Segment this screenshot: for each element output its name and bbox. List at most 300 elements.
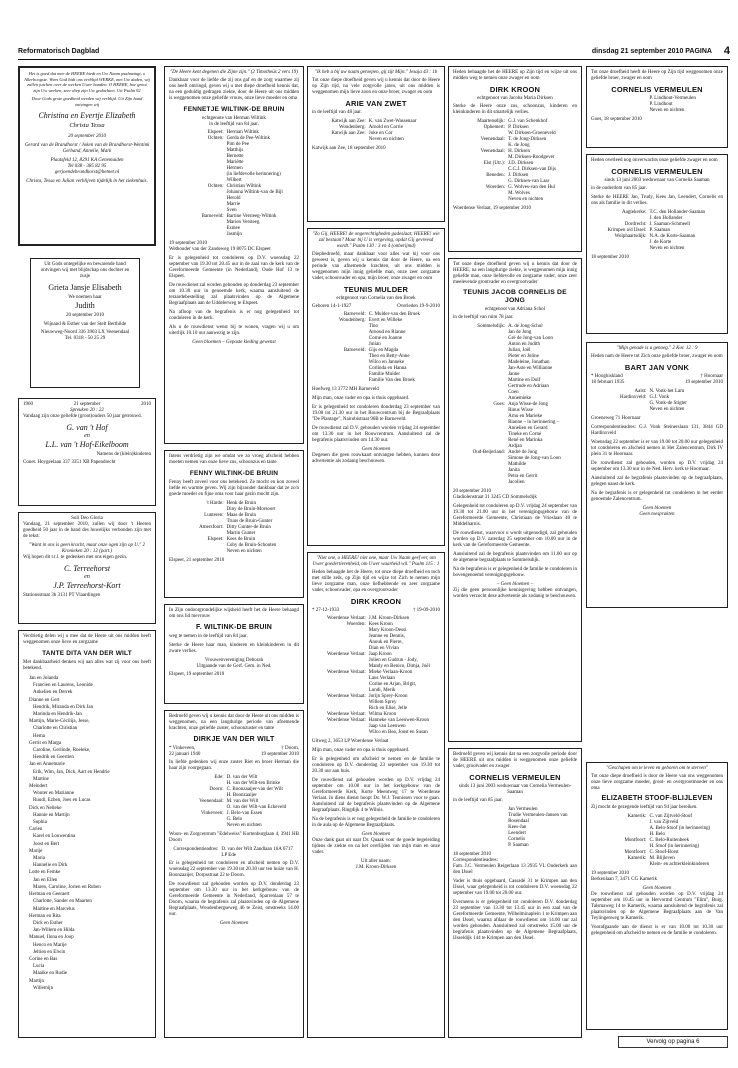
after-info: Na de begrafenis is er nog gelegenheid de familie te condoleren in de aula op de Algemene Begraafplaats. (312, 817, 440, 828)
family-member: Wilco en Bea, Joost en Susan (368, 730, 428, 735)
verse: Het is goed dat mee de HEERE biedt en Uw Naam psalmzingt, o Allerhoogste. Wees God bidt ons verblijd WERKE, met Uw daden, wij zullen juichen over de werken Uwer handen. O HEERE, hoe groot zijn Uw werken, zeer diep zijn Uw gedachten. Uit Psalm 92 (24, 71, 150, 93)
family-member: Jan en Ellen (33, 877, 58, 883)
family-member: Martine en Dolf (508, 378, 541, 383)
family-list (453, 807, 577, 849)
family-member: J. Belo-van Essen (226, 811, 263, 816)
family-member: Jeanne en Dennis, (368, 634, 405, 639)
family-member: André de Jong (508, 450, 538, 455)
anniversary-van-t-hof (18, 398, 156, 506)
deceased-name: DIRK KROON (489, 85, 541, 94)
newspaper-name: Reformatorisch Dagblad (18, 48, 100, 55)
phone: Tel 038 - 385 82 95 (67, 164, 107, 169)
family-place: Montfoort: (624, 850, 647, 855)
age: in de leeftijd van 48 jaar. (312, 110, 362, 115)
family-member: Wouter en Marianne (33, 791, 74, 797)
family-member: Meindert (29, 784, 48, 790)
family-place (312, 137, 366, 143)
birth-announcement-judith (30, 258, 140, 388)
family-member: H. Dirksen (508, 149, 531, 154)
family-member: Jolien en Gudrun - Jody, (368, 658, 418, 663)
family-row (169, 549, 299, 555)
text: Met dankbaarheid denken wij aan alles wat zij voor ons heeft betekend. (23, 660, 151, 671)
family-member: Maaike en Rudie (33, 971, 68, 977)
obituary-arie-van-zwet (307, 66, 445, 222)
intro: Bedroefd geven wij kennis dat na een zorgvolle periode door de HEERE uit ons midden is weggenomen onze geliefde vader, grootvader en zwager (453, 752, 577, 769)
obituary-teunis-mulder (307, 228, 445, 546)
spouse: echtgenoot van Jacoba Maria Dirksen (477, 96, 553, 101)
verse: Spreuken 20 : 22 (70, 408, 104, 413)
obituary-f-wiltink-society (164, 604, 304, 704)
condolence-info: Er is gelegenheid tot condoleren donderdag 23 september van 19.00 tot 21.30 uur in het Rouwcentrum bij de Begraafplaats "De Plantage", Nairobistraat 96B te Barneveld. (312, 405, 440, 422)
deceased-name: FENNETJE WILTINK-DE BRUIN (183, 106, 285, 113)
family-member: Martijn (29, 978, 44, 984)
family-member: Familie Mulder (368, 372, 400, 377)
family-member: Charlotte en Christian (33, 726, 78, 732)
family-member: Jan en Jolanda (29, 676, 59, 681)
family-member: Klein- en achterkleinkinderen (649, 862, 710, 867)
family-place: Amersfoort: (199, 525, 224, 530)
family-member: Julian, Joël (508, 348, 531, 353)
text: Fenny heeft zoveel voor ons betekend. Ze mocht en kon zoveel liefde en warmte geven. Wij zijn bijzonder dankbaar dat ze zo'n goede moeder en fijne oma voor haar gezin mocht zijn. (169, 480, 299, 497)
birth-announcement-twins (18, 66, 156, 246)
family-place: Veenendaal: (480, 137, 506, 142)
obituary-dirkje-van-der-wilt (164, 710, 304, 1038)
family-member: Coen (508, 390, 519, 395)
family-place: Krimpen a/d IJssel: (607, 228, 647, 233)
family-member: Henk de Bruin (226, 501, 257, 506)
verse: "Geschapen om te leven en geboren om te sterven" (606, 766, 708, 771)
society-sub: Uitgaande van de Gerf. Gem. in Ned. (196, 664, 272, 669)
family-member: Hannelie en Dirk (33, 863, 68, 869)
deceased-name: CORNELIS VERMEULEN (469, 773, 561, 782)
text-2: Wij hopen dit t.t.l. te gedenken met ons eigen gezin. (23, 555, 128, 560)
family-member: K. van Zwet-Wassenaar (368, 119, 417, 124)
service-info: De rouwdienst zal worden gehouden op donderdag 23 september om 10.30 uur in genoemde kerk, waarna aansluitend de teraardebestelling zal plaatsvinden op de Algemene Begraafplaats aan de Uddelerweg te Elspeet. (169, 283, 299, 306)
intro: Tot onze droefheid heeft de Heere op Zijn tijd weggenomen onze geliefde broer, zwager en oom (591, 70, 723, 81)
family-member: H. van der Wilt-ten Brinke (226, 781, 281, 786)
family-member: Corné en Joanne (368, 336, 403, 341)
verse: "Ik heb u bij uw naam geroepen, gij zijt Mijn." Jesaja 43 : 1b (314, 70, 438, 75)
family-member: Mariëtte (226, 160, 244, 165)
age: weg te nemen in de leeftijd van 84 jaar. (169, 634, 248, 639)
date: Elspeet, 21 september 2010 (169, 558, 225, 563)
family-row (169, 823, 299, 829)
family-member: Laus Verlaan (368, 676, 395, 681)
family-place: Goes: (493, 402, 506, 407)
age: in de ouderdom van 85 jaar. (591, 186, 647, 191)
deceased-name: DIRK KROON (350, 597, 402, 606)
family-member: Mathilde (508, 462, 527, 467)
service-info: De rouwdienst zal D.V. gehouden worden vrijdag 24 september om 13.30 uur in het Rouwcentrum. Aansluitend zal de begrafenis plaatsvinden om 14.30 uur. (312, 426, 440, 443)
family-place: Hardinxveld: (620, 395, 647, 400)
family-place (312, 378, 366, 384)
family-member: Julian (368, 342, 381, 347)
family-list (312, 119, 440, 143)
family-member: Gijs en Magda (368, 348, 399, 353)
family-member: Hendrik en Geertien (33, 755, 74, 761)
date: 18 september 2010 (453, 852, 492, 857)
family-list (23, 675, 151, 992)
family-member: Jan-Willem en Hilda (33, 928, 75, 934)
family-list (169, 775, 299, 829)
heading: Soli Deo Gloria (71, 516, 103, 521)
family-member: J. Saaman-Schmeell (649, 222, 690, 227)
family-member: Maas de Bruin (226, 513, 257, 518)
family-row (312, 378, 440, 384)
service-info: De rouwdienst zal gehouden, worden op D.V. vrijdag 24 september om 13.30 uur in de Ned. Herv. kerk te Hoornaar. (591, 461, 723, 472)
family-member: M. Dirksen-Roodgever (508, 155, 555, 160)
family-member: Gerrit en Marga (29, 740, 62, 746)
family-member: Lucia (33, 964, 45, 970)
family-row (591, 407, 723, 413)
condolence-info: Voorafgaande aan de dienst is er van 10.00 tot 10.30 uur gelegenheid om afscheid te nemen en de familie te condoleren. (591, 925, 723, 936)
after-info: Na afloop van de begrafenis is er nog gelegenheid tot condoleren in de kerk. (169, 310, 299, 321)
family-member: Wilbert (226, 178, 242, 183)
burial-info: Aansluitend zal de begrafenis plaatsvinden op de begraafplaats, gelegen naast de kerk. (591, 476, 723, 487)
family-member: Marrie (226, 202, 241, 207)
family-member: Sven (226, 208, 237, 213)
obituary-tante-dita (18, 630, 156, 1038)
family-list (312, 616, 440, 736)
family-member: Corine en Arjan, Brigit, (368, 682, 417, 687)
intro: Tot onze diepe droefheid geven wij u kennis dat door de Heere op Zijn tijd, na vele zorgvolle jaren, uit ons midden is weggenomen mijn lieve zoon en onze broer, zwager en oom (312, 78, 440, 95)
correspondence-label: Correspondentieadres: (453, 858, 498, 863)
family-member: Hannie en Martijn (33, 812, 70, 818)
condolence-info: Woensdag 22 september is er van 19.00 tot 20.00 uur gelegenheid tot condoleren en afscheid nemen in Het Zalencentrum, Dirk IV plein 31 te Hoornaar. (591, 440, 723, 457)
family-member: N.A. de Korte-Saaman (649, 234, 696, 239)
family-member: Annemieke (508, 396, 532, 401)
family-member: Petra en Gerrit (508, 474, 538, 479)
family-member: C. Stoof-Borst (649, 850, 679, 855)
age: in de leeftijd van ruim 78 jaar. (453, 315, 514, 320)
family-place (312, 730, 366, 736)
born: Geboren 14-1-1927 (312, 304, 352, 309)
closing: Geen bloemen (642, 886, 672, 891)
condolence-info: Vader is thuis opgebaard, Cassadé 31 te Krimpen aan den IJssel, waar gelegenheid is tot condoleren D.V. woensdag 22 september van 19.00 tot 20.00 uur. (453, 879, 577, 896)
family-member: Carien (29, 827, 43, 833)
address: Berkenlaan 7, 3471 CG Kamerik (591, 877, 657, 882)
family-member: Arno en Marieke (508, 414, 543, 419)
family-member: Neven en nichten (649, 108, 685, 113)
family-list (312, 312, 440, 384)
obituary-fenny-wiltink (164, 450, 304, 598)
family-place: Woudenberg: (339, 318, 366, 323)
family-place (169, 232, 224, 238)
service-info: De rouwdienst zal gehouden worden op D.V. vrijdag 24 september om 10.45 uur in Hervormd Centrum "Elim", Burg. Talsmaweg 14 te Kamerik, waarna aansluitend de begrafenis zal plaatsvinden op de Algemene Begraafplaats aan de Van Teylingenweg te Kamerik. (591, 892, 723, 921)
died: † 19-09-2010 (412, 608, 440, 613)
family-member: M. van der Wilt (226, 799, 259, 804)
family-member: Jeltien en Elwin (33, 949, 66, 955)
family-member: Jaap Kroon (368, 652, 392, 657)
family-place (453, 813, 505, 825)
family-place: Ede: (214, 775, 224, 780)
obituary-dirk-kroon (307, 552, 445, 1038)
family-member: Dick en Nelleke (29, 805, 62, 811)
family-member: Jan de Jong (508, 330, 532, 335)
family-place: Ochten: (207, 184, 224, 189)
deceased-name: DIRKJE VAN DER WILT (193, 736, 275, 743)
family-member: Hanneke van Leeuwen-Kroon (368, 718, 430, 723)
family-place: Woerden: (485, 185, 506, 190)
family-member: Ditty Gunter-de Bruin (226, 525, 271, 530)
intro: Diepbedroefd, maar dankbaar voor alles wat hij voor ons geweest is, geven wij u kennis dat door de Heere, na een periode van afnemende krachten, uit ons midden is weggenomen mijn innig geliefde man, onze zeer zorgzame vader, schoonvader en opa, mijn broer, onze zwager en oom (312, 252, 440, 281)
date: Goes, 18 september 2010 (591, 117, 642, 122)
year-end: 2010 (140, 402, 151, 407)
correspondence-label: Correspondentieadres: (173, 847, 219, 852)
condolence-info: Gelegenheid tot condoleren op D.V. vrijdag 24 september van 19.30 tot 21.00 uur in het verenigingsgebouw van de Gereformeerde Gemeente, Christiaan de Vrieslaan 40 te Middelharnis. (453, 504, 577, 527)
family-place: Elst (Utr.): (483, 161, 506, 166)
year-start: 1960 (23, 402, 33, 407)
family-row (453, 197, 577, 203)
family-place: Sommelsdijk: (477, 324, 506, 329)
family-member: T. de Jong-Dirksen (508, 137, 547, 142)
deceased-name: CORNELIS VERMEULEN (611, 85, 703, 94)
family-member: Mieke Verlaan-Kroon (368, 670, 413, 675)
family-place: Barneveld: (343, 312, 366, 317)
family-member: Corlinda en Hanna (368, 366, 407, 371)
text: Vandaag, 21 september 2010, zullen wij door 't Heeren goedheid 50 jaar in de band des huwelijks verbonden zijn met de tekst: (23, 522, 151, 539)
family-member: Coby de Bruin-Schouten (226, 543, 277, 548)
thanks: Onze dank gaat uit naar Dr. Quaak voor de goede begeleiding tijdens de ziekte en na het overlijden van mijn man en onze vader. (312, 838, 440, 855)
kids: Namens de (klein)kinderen (96, 452, 151, 457)
family-member: Anja Wisse-de Jong (508, 402, 549, 407)
deceased-name: BART JAN VONK (624, 363, 690, 372)
condolence-info: Er is gelegenheid tot condoleren en afscheid nemen op D.V. woensdag 22 september van 19.30 tot 20.30 uur ten huize van H. Boonzaaijer, Dorpsstraat 22 te Doorn. (169, 861, 299, 878)
intro: Tot onze diepe droefheid is door de Heere van ons weggenomen onze lieve zorgzame moeder, groot- en overgrootmoeder en ons oma (591, 774, 723, 791)
family-member: Dianne en Gert (29, 697, 60, 703)
deceased-name: F. WILTINK-DE BRUIN (196, 624, 272, 631)
family-list (591, 814, 723, 868)
family-member: G.J. van Schenkhof (508, 119, 548, 124)
born-place: * Vinkeveen, (169, 746, 196, 751)
spouse: echtgenote van Herman Wiltink (202, 116, 266, 121)
notice: Zij die geen persoonlijke kennisgeving hebben ontvangen, worden verzocht deze advertentie als zodanig te beschouwen. (453, 588, 577, 599)
family-member: Annelien en Gerard (508, 426, 548, 431)
address: Plaatsfeld 12, 8291 KA Genemuiden (50, 158, 124, 163)
address: Woon- en Zorgcentrum "Edelweiss" Kortenburglaan 4, 3941 HB Doorn (169, 832, 299, 843)
obituary-fennetje-wiltink (164, 66, 304, 444)
text: Sterke de Heere haar man, kinderen en kleinkinderen in dit zware verlies. (169, 643, 299, 654)
family-place: Woerdense Verlaat: (326, 652, 366, 657)
family-member: Rinus Wisse (508, 408, 533, 413)
address: Nieuwweg-Noord 336 3903 LX Veenendaal (40, 330, 130, 335)
couple-name: C. Terreehorst (63, 564, 111, 573)
family-member: Marije (29, 848, 43, 854)
born-date: 18 februari 1935 (591, 380, 625, 385)
laid-out: Mijn man, onze vader en opa is thuis opgebaard. (312, 748, 410, 753)
family-member: C. Mulder-van den Broek (368, 312, 421, 317)
child-names: Christina en Evertje Elizabeth (38, 111, 136, 120)
widower-note: sinds 13 juni 2003 weduwnaar van Cornelia Vermeulen-Saaman (458, 784, 572, 795)
family-member: D. van der Wilt (226, 775, 258, 780)
family-member: Lotte en Femke (29, 870, 61, 876)
verse: "Mijn genade is u genoeg." 2 Kor. 12 : 9 (616, 346, 698, 351)
address: Stationsstraat 3b 3131 PT Vlaardingen (23, 593, 101, 598)
family-member: Pieter en Joline (508, 354, 539, 359)
parents: Wijnand & Esther van der Stelt Berthilde (43, 322, 127, 327)
died-place: † Hoornaar (700, 374, 723, 379)
family-member: Maren, Caroline, Jorien en Ruben (33, 884, 101, 890)
family-member: Bartine Versteeg-Wiltink (226, 214, 277, 219)
correspondence-address: Fam. J.C. Vermeulen Reigerlaan 13 2935 VL Ouderkerk aan den IJssel (453, 864, 577, 875)
family-member: Jan-Aste en Willianne (508, 366, 553, 371)
date: Woerdense Verlaat, 19 september 2010 (453, 206, 531, 211)
closing: Geen bloemen (361, 832, 391, 837)
intro: Uit Gods ontegelijke en bewarende hand ontvingen wij met blijdschap ons dochter en zusje (40, 262, 130, 279)
family-member: Joost en Bert (33, 841, 60, 847)
family-row (453, 480, 577, 486)
family-row (169, 232, 299, 238)
family-place: Woerdense Verlaat: (326, 694, 366, 699)
died: Overleden 19-9-2010 (397, 304, 440, 309)
family-member: P. Lindhout-Vermeulen (649, 96, 696, 101)
family-place: Aagtekerke: (622, 210, 647, 215)
family-member: Neven en nichten (368, 137, 404, 142)
society: Vrouwenvereniging Deborah (204, 658, 264, 663)
family-member: K. de Jong (508, 143, 530, 148)
family-member: A. de Jong-Schol (508, 324, 543, 329)
family-member: Ruudi, Ezben, Joes en Lucas (33, 798, 91, 804)
correspondence: Correspondentieadres: G.J. Vonk Steinerslaan 131, 3844 GD Hardinxveld (591, 425, 723, 436)
family-place: Katwijk aan Zee: (331, 119, 366, 124)
family-member: Kees Kroon (368, 622, 393, 627)
family-place: Doorn: (209, 787, 224, 792)
family-place: Elspeet: (207, 537, 224, 542)
obituary-cornelis-vermeulen (448, 748, 582, 1038)
intro: Bedroefd geven wij u kennis dat door de Heere uit ons midden is weggenomen, na een langdurige periode van afnemende krachten, onze geliefde zuster, schoonzuster en tante (169, 714, 299, 731)
call-names: Christa Tessa (69, 122, 105, 129)
anniversary-terreehorst (18, 512, 156, 624)
deceased-name: TANTE DITA VAN DER WILT (42, 650, 132, 657)
family-place: Beneden: (486, 173, 506, 178)
family-member: Leendert (508, 831, 526, 836)
date: 18 september 2010 (591, 255, 630, 260)
family-member: Henco en Marije (33, 942, 67, 948)
family-member: Neven en nichten (508, 197, 544, 202)
family-member: Jorijn Sprey-Kroon (368, 694, 408, 699)
family-member: Jan Vermeulen (508, 807, 538, 812)
family-member: H. Belo (649, 832, 665, 837)
family-member: Anouk en Pierre, (368, 640, 403, 645)
family-member: Rich en Elise, Jelle (368, 706, 408, 711)
family-member: Arnold en Corrie (368, 125, 403, 130)
deceased-name: FENNY WILTINK-DE BRUIN (189, 470, 279, 477)
address: Gladiolenstraat 31 3245 CD Sommelsdijk (453, 495, 537, 500)
masthead (18, 45, 730, 58)
deceased-name: ARIE VAN ZWET (345, 99, 407, 108)
family-member: P. Saaman (508, 843, 529, 848)
family-member: Sophia (33, 820, 47, 826)
family-member: Neven en nichten (649, 246, 685, 251)
family-place (169, 549, 224, 555)
page-number: 4 (723, 45, 730, 57)
intro: Intens verdrietig zijn we omdat we zo vroeg afscheid hebben moeten nemen van onze lieve zus, schoonzus en tante (169, 454, 299, 465)
family-member: A. Belo-Stoof (in herinnering) (649, 826, 711, 831)
correspondence-address: D. van der Wilt Zandlaan 16A 6717 LP Ede (221, 847, 293, 858)
date: 19 september 2010 (169, 241, 208, 246)
family-member: Lundi, Merik (368, 688, 396, 693)
family-place: Maartensdijk: (477, 119, 506, 124)
family-member: O. van der Wilt-van Eckeveld (226, 805, 287, 810)
family-member: J.M. Kroon-Dirksen (368, 616, 410, 621)
date: Elspeet, 19 september 2010 (169, 672, 225, 677)
family-place: Barneveld: (343, 348, 366, 353)
family-member: Kees-Jan (508, 825, 527, 830)
family-row (591, 108, 723, 114)
family-member: W. Dirksen-Groeneveld (508, 131, 556, 136)
family-member: Karel en Louwentina (33, 834, 76, 840)
verse: "De Heere kent degenen die Zijne zijn." (2 Timotheüs 2 vers 19) (170, 70, 298, 75)
family-member: Kees de Bruin (226, 537, 256, 542)
continued-link[interactable]: Vervolg op pagina 6 (618, 1036, 728, 1048)
family-list (169, 130, 299, 238)
died-date: 19 september 2010 (260, 752, 299, 757)
family-member: Hendrik, Miranda en Dirk Jan (33, 704, 94, 710)
family-member: Dian en Vivian (368, 646, 399, 651)
family-place: 't Harde: (206, 501, 224, 506)
family-row (453, 843, 577, 849)
family-member: Ardjan (508, 444, 522, 449)
couple-name-2: L.L. van 't Hof-Eikelboom (45, 440, 129, 449)
attend-info: Als u de rouwdienst wenst bij te wonen, vragen wij u om uiterlijk 10.10 uur aanwezig te zijn. (169, 325, 299, 336)
family-member: Simone de Jong-van Loon (508, 456, 561, 461)
family-row (453, 813, 577, 825)
family-place (591, 108, 646, 114)
family-list (591, 96, 723, 114)
family-place: Lunteren: (204, 513, 224, 518)
family-place (453, 480, 505, 486)
family-place (591, 246, 646, 252)
family-list (453, 119, 577, 203)
family-row (312, 730, 440, 736)
parents: Gerard van de Brandhorst / Joken van de Brandhorst-Wentink (24, 143, 150, 148)
age: in de leeftijd van 84 jaar. (209, 122, 259, 127)
text: Sterke de Heere onze zus, schoonzus, kinderen en kleinkinderen in dit smartelijk verlies. (453, 104, 577, 115)
spouse: echtgenoot van Adriana Schol (484, 307, 546, 312)
closing: Geen bloemen – Gepaste kleding gewenst (192, 340, 276, 345)
address: Hoefweg 13 3772 MH Barneveld (312, 387, 379, 392)
family-member: Hermen (226, 166, 243, 171)
anniversary-date: 21 september (73, 402, 101, 407)
intro: Verdrietig delen wij u mee dat de Heere uit ons midden heeft weggenomen onze lieve en zorgzame (23, 634, 151, 645)
address: Wethouder van der Zandeweg 19 8075 DC Elspeet (169, 247, 271, 252)
family-place (591, 407, 646, 413)
family-place: Dordrecht: (624, 222, 647, 227)
family-member: G. Vonk-de Stigter (649, 401, 687, 406)
family-member: J. den Hollander (649, 216, 683, 221)
family-member: Erik, Wim, Jan, Dick, Aart en Hendrie (33, 769, 110, 775)
family-member: Gré de Jong-van Loon (508, 336, 553, 341)
family-place: Veenendaal: (480, 149, 506, 154)
died-place: † Doorn, (281, 746, 299, 751)
address: Groeneweg 71 Hoornaar (591, 416, 641, 421)
family-member: Janita (508, 468, 520, 473)
family-member: G. Dirksen-van Laar (508, 179, 550, 184)
notice: Degenen die geen rouwkaart ontvangen hebben, kunnen deze advertentie als zodanig beschouwen. (312, 453, 440, 464)
intro: Heden behaagde het de HEERE op Zijn tijd en wijze uit ons midden weg te nemen onze zwager en oom (453, 70, 577, 81)
family-member: Theo en Betty-Anne (368, 354, 410, 359)
family-place: Kamerik: (627, 856, 647, 861)
family-member: Joke en Cor (368, 131, 393, 136)
note: Door Gods grote goedheid werden wij verblijd. Uit Zijn hand ontvingen wij (31, 96, 143, 107)
family-member: Hema (33, 733, 45, 739)
page-date: dinsdag 21 september 2010 PAGINA (591, 48, 712, 55)
family-member: P. Saaman (649, 228, 670, 233)
family-member: Gerda de Pee-Wiltink (226, 136, 270, 141)
family-member: Mandy en Benico, Dimja, Joël (368, 664, 430, 669)
obituary-bart-jan-vonk (586, 342, 728, 608)
family-member: Herold (226, 196, 241, 201)
